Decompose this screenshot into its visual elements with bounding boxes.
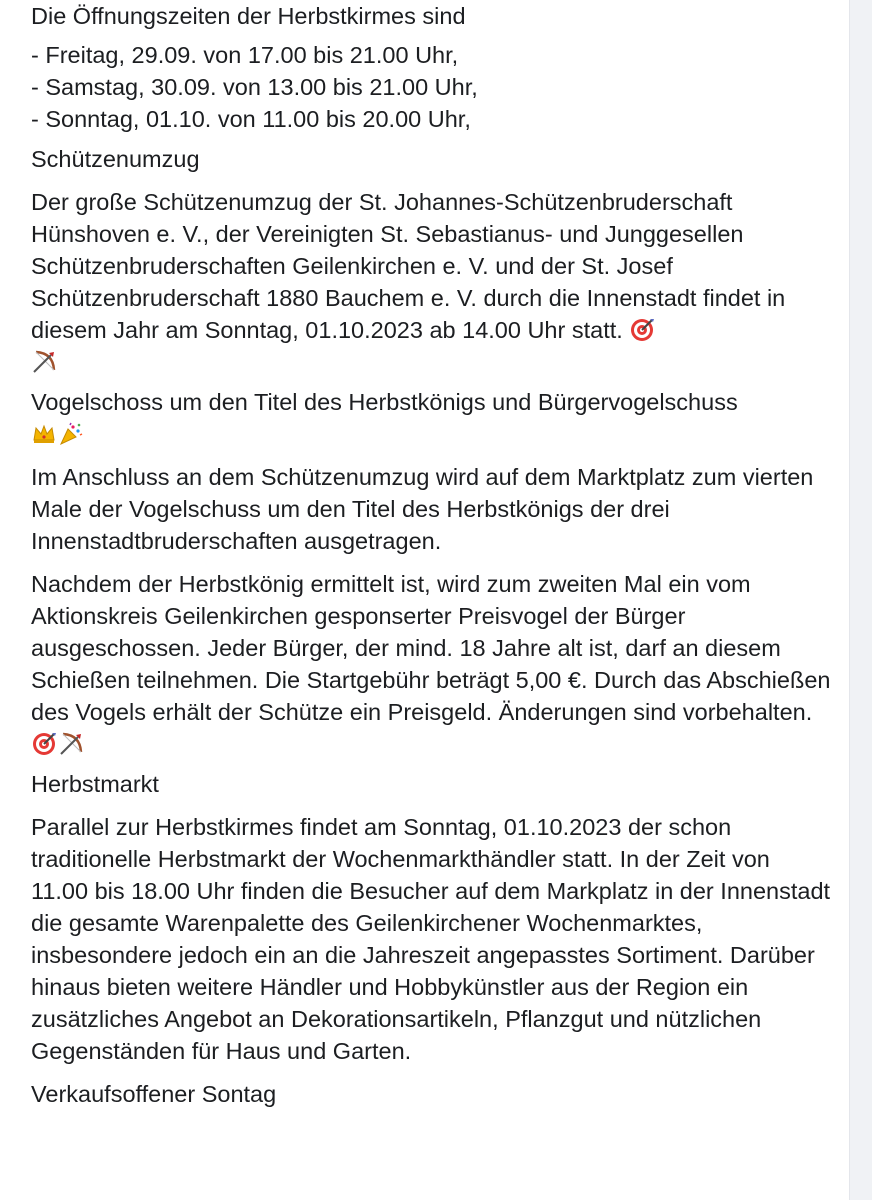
section-text-buergervogel bbox=[31, 568, 831, 760]
crown-icon bbox=[31, 421, 57, 447]
section-text-buergervogel-body: Nachdem der Herbstkönig ermittelt ist, wird zum zweiten Mal ein vom Aktionskreis Geilenkirchen gesponserter Preisvogel der Bürger ausgeschossen. Jeder Bürger, der mind. 18 Jahre alt ist, darf an diesem Schießen teilnehmen. Die Startgebühr beträgt 5,00 €. Durch das Abschießen des Vogels erhält der Schütze ein Preisgeld. Änderungen sind vorbehalten. bbox=[31, 571, 831, 725]
bow-and-arrow-icon bbox=[31, 349, 57, 375]
opening-time-friday: - Freitag, 29.09. von 17.00 bis 21.00 Uhr, bbox=[31, 42, 459, 68]
section-heading-vogelschoss bbox=[31, 386, 831, 450]
opening-title: Die Öffnungszeiten der Herbstkirmes sind bbox=[31, 3, 466, 29]
section-text-schuetzenumzug bbox=[31, 186, 831, 378]
section-text-herbstmarkt: Parallel zur Herbstkirmes findet am Sonntag, 01.10.2023 der schon traditionelle Herbstmarkt der Wochenmarkthändler statt. In der Zeit von 11.00 bis 18.00 Uhr finden die Besucher auf dem Markplatz in der Innenstadt die gesamte Warenpalette des Geilenkirchener Wochenmarktes, insbesondere jedoch ein an die Jahreszeit angepasstes Sortiment. Darüber hinaus bieten weitere Händler und Hobbykünstler aus der Region ein zusätzliches Angebot an Dekorationsartikeln, Pflanzgut und nützlichen Gegenständen für Haus und Garten. bbox=[31, 814, 831, 1064]
target-icon bbox=[629, 317, 655, 343]
opening-times-list bbox=[31, 39, 831, 135]
section-text-schuetzenumzug-body: Der große Schützenumzug der St. Johannes-Schützenbruderschaft Hünshoven e. V., der Vereinigten St. Sebastianus- und Junggesellen Schützenbruderschaften Geilenkirchen e. V. und der St. Josef Schützenbruderschaft 1880 Bauchem e. V. durch die Innenstadt findet in diesem Jahr am Sonntag, 01.10.2023 ab 14.00 Uhr statt. bbox=[31, 189, 786, 343]
section-heading-vogelschoss-text: Vogelschoss um den Titel des Herbstkönigs und Bürgervogelschuss bbox=[31, 389, 738, 415]
post-body bbox=[31, 0, 831, 1110]
opening-time-sunday: - Sonntag, 01.10. von 11.00 bis 20.00 Uhr, bbox=[31, 106, 471, 132]
party-popper-icon bbox=[58, 421, 84, 447]
section-text-vogelschoss: Im Anschluss an dem Schützenumzug wird auf dem Marktplatz zum vierten Male der Vogelschuss um den Titel des Herbstkönigs der drei Innenstadtbruderschaften ausgetragen. bbox=[31, 464, 814, 554]
right-gutter bbox=[849, 0, 872, 1200]
section-heading-verkaufsoffener-sonntag: Verkaufsoffener Sontag bbox=[31, 1081, 277, 1107]
section-heading-schuetzenumzug: Schützenumzug bbox=[31, 146, 200, 172]
target-icon bbox=[31, 731, 57, 757]
section-heading-herbstmarkt: Herbstmarkt bbox=[31, 771, 159, 797]
bow-and-arrow-icon bbox=[58, 731, 84, 757]
opening-time-saturday: - Samstag, 30.09. von 13.00 bis 21.00 Uhr, bbox=[31, 74, 478, 100]
